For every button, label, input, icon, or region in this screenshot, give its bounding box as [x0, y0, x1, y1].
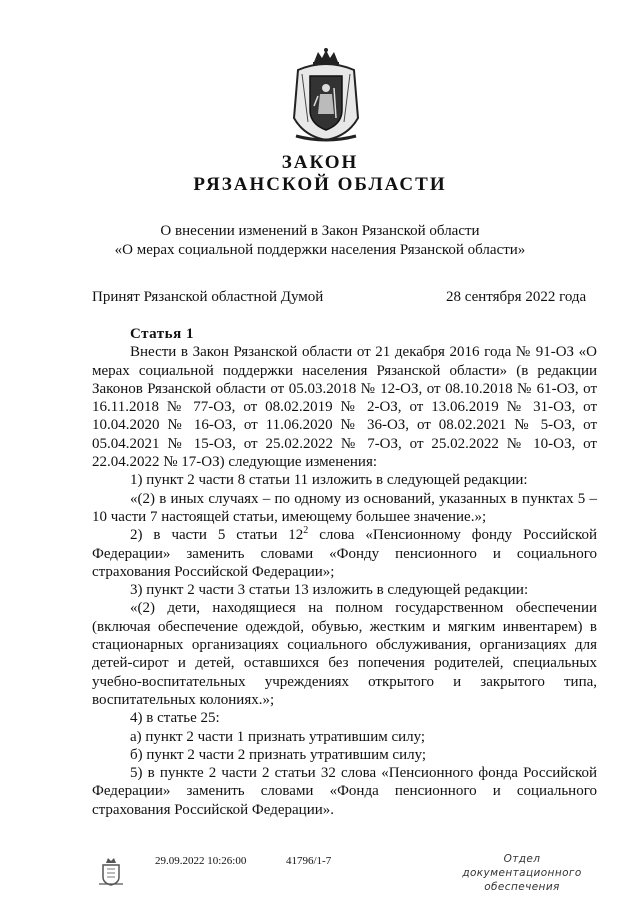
amendment-item-3: 3) пункт 2 части 3 статьи 13 изложить в следующей редакции:	[130, 582, 529, 599]
amendment-item-4a: а) пункт 2 части 1 признать утратившим силу;	[130, 728, 426, 745]
law-subject-line2: «О мерах социальной поддержки населения Рязанской области»	[114, 242, 526, 258]
article-intro: Внести в Закон Рязанской области от 21 декабря 2016 года № 91-ОЗ «О мерах социальной поддержки населения Рязанской области» (в редакции Законов Рязанской области от 05.03.2018 № 12-ОЗ, от 08.10.2018 № 61-ОЗ, от 16.11.2018 № 77-ОЗ, от 08.02.2019 № 2-ОЗ, от 13.06.2019 № 31-ОЗ, от 10.04.2020 № 16-ОЗ, от 11.06.2020 № 36-ОЗ, от 08.02.2021 № 5-ОЗ, от 05.04.2021 № 15-ОЗ, от 25.02.2022 № 7-ОЗ, от 25.02.2022 № 10-ОЗ, от 22.04.2022 № 17-ОЗ) следующие изменения:	[92, 344, 597, 471]
footer-document-code: 41796/1-7	[286, 855, 332, 867]
department-stamp	[452, 852, 592, 894]
department-stamp-line2: обеспечения	[484, 881, 560, 893]
adoption-date: 28 сентября 2022 года	[446, 289, 587, 305]
coat-of-arms-emblem	[288, 48, 364, 144]
amendment-item-2: 2) в части 5 статьи $12^2$ слова «Пенсионному фонду Российской Федерации» заменить словами «Фонду пенсионного и социального страхования Российской Федерации»;	[92, 525, 597, 580]
amendment-item-4b: б) пункт 2 части 2 признать утратившим силу;	[130, 746, 427, 763]
amendment-item-3-text: «(2) дети, находящиеся на полном государственном обеспечении (включая обеспечение одеждой, обувью, жестким и мягким инвентарем) в стационарных организациях социального обслуживания, организациях для детей-сирот и детей, оставшихся без попечения родителей, специальных учебно-воспитательных учреждениях открытого и закрытого типа, воспитательных колониях.»;	[92, 600, 597, 708]
law-subject-line1: О внесении изменений в Закон Рязанской области	[160, 223, 480, 239]
article-body	[92, 325, 597, 819]
superscript: 2	[303, 525, 309, 537]
department-stamp-line1: Отдел документационного	[462, 853, 582, 879]
region-title: РЯЗАНСКОЙ ОБЛАСТИ	[193, 174, 447, 195]
amendment-item-1: 1) пункт 2 части 8 статьи 11 изложить в следующей редакции:	[130, 472, 528, 489]
amendment-item-1-text: «(2) в иных случаях – по одному из оснований, указанных в пунктах 5 – 10 части 7 настоящей статьи, имеющему большее значение.»;	[92, 490, 597, 525]
adopted-by: Принят Рязанской областной Думой	[92, 289, 324, 305]
amendment-item-5: 5) в пункте 2 части 2 статьи 32 слова «Пенсионного фонда Российской Федерации» заменить словами «Фонда пенсионного и социального страхования Российской Федерации».	[92, 765, 597, 818]
footer-emblem-icon	[97, 857, 125, 887]
amendment-item-4: 4) в статье 25:	[130, 710, 220, 727]
footer-timestamp: 29.09.2022 10:26:00	[155, 855, 247, 867]
law-title: ЗАКОН	[281, 152, 359, 173]
article-heading: Статья 1	[130, 326, 194, 342]
